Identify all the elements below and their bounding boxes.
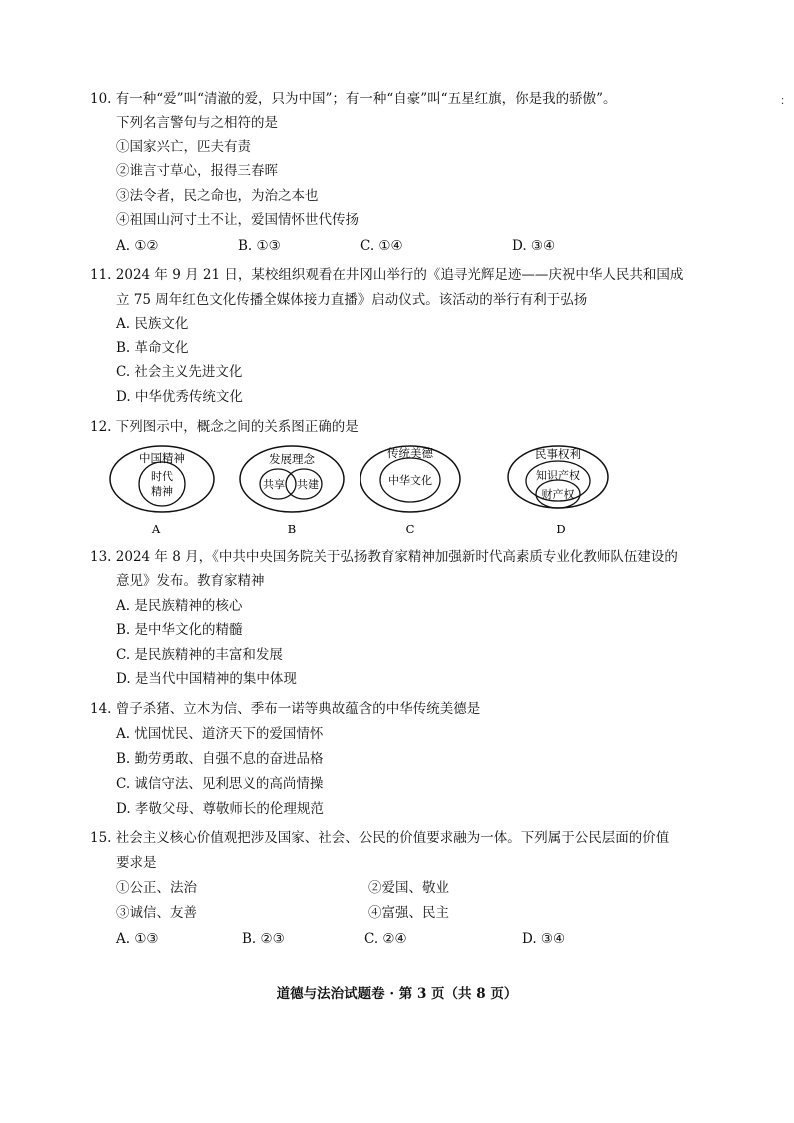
margin-mark: ： bbox=[780, 94, 791, 107]
diagram-d bbox=[504, 444, 614, 540]
q15-item-4: ④富强、民主 bbox=[368, 905, 449, 921]
q11-stem-line1: 11. 2024 年 9 月 21 日，某校组织观看在井冈山举行的《追寻光辉足迹——庆祝中华人民共和国成 bbox=[90, 267, 684, 283]
diagram-b-right-label: 共建 bbox=[297, 478, 319, 491]
q11-option-c[interactable]: C. 社会主义先进文化 bbox=[116, 364, 243, 380]
q10-item-4: ④祖国山河寸土不让，爱国情怀世代传扬 bbox=[116, 212, 359, 228]
q10-stem-line2: 下列名言警句与之相符的是 bbox=[116, 115, 278, 131]
q10-stem-line1: 10. 有一种“爱”叫“清澈的爱，只为中国”；有一种“自豪”叫“五星红旗，你是我的骄傲”。 bbox=[90, 91, 617, 107]
q10-item-1: ①国家兴亡，匹夫有责 bbox=[116, 139, 251, 155]
diagram-a-letter: A bbox=[151, 522, 161, 536]
diagram-c-inner-label: 中华文化 bbox=[388, 474, 432, 487]
q15-item-2: ②爱国、敬业 bbox=[368, 880, 449, 896]
q14-option-a[interactable]: A. 忧国忧民、道济天下的爱国情怀 bbox=[116, 726, 324, 742]
q10-option-d[interactable]: D. ③④ bbox=[512, 238, 556, 254]
diagram-d-outer-label: 民事权利 bbox=[535, 447, 581, 461]
q11-option-a[interactable]: A. 民族文化 bbox=[116, 316, 189, 332]
q10-item-2: ②谁言寸草心，报得三春晖 bbox=[116, 163, 278, 179]
q10-options bbox=[116, 237, 716, 255]
q14-stem: 14. 曾子杀猪、立木为信、季布一诺等典故蕴含的中华传统美德是 bbox=[90, 701, 481, 717]
q13-option-b[interactable]: B. 是中华文化的精髓 bbox=[116, 622, 243, 638]
diagram-a-outer-label: 中国精神 bbox=[139, 451, 185, 465]
diagram-b-outer-label: 发展理念 bbox=[269, 452, 315, 466]
q13-option-c[interactable]: C. 是民族精神的丰富和发展 bbox=[116, 647, 283, 663]
q15-options bbox=[116, 930, 716, 948]
q15-option-c[interactable]: C. ②④ bbox=[364, 931, 407, 947]
diagram-c-outer-label: 传统美德 bbox=[387, 446, 433, 460]
q15-stem-line2: 要求是 bbox=[116, 855, 157, 871]
q15-stem-line1: 15. 社会主义核心价值观把涉及国家、社会、公民的价值要求融为一体。下列属于公民层面的价值 bbox=[90, 830, 670, 846]
diagram-d-inner-label: 财产权 bbox=[541, 488, 575, 501]
q13-option-a[interactable]: A. 是民族精神的核心 bbox=[116, 598, 243, 614]
q10-option-b[interactable]: B. ①③ bbox=[238, 238, 281, 254]
diagram-a-inner-label-2: 精神 bbox=[151, 485, 173, 498]
q14-option-d[interactable]: D. 孝敬父母、尊敬师长的伦理规范 bbox=[116, 801, 324, 817]
q13-stem-line2: 意见》发布。教育家精神 bbox=[116, 573, 265, 589]
diagram-a-inner-circle bbox=[139, 462, 185, 506]
q10-option-c[interactable]: C. ①④ bbox=[360, 238, 403, 254]
q15-option-a[interactable]: A. ①③ bbox=[116, 931, 159, 947]
q12-stem: 12. 下列图示中，概念之间的关系图正确的是 bbox=[90, 419, 359, 435]
q11-option-b[interactable]: B. 革命文化 bbox=[116, 340, 189, 356]
q11-option-d[interactable]: D. 中华优秀传统文化 bbox=[116, 389, 243, 405]
q15-item-1: ①公正、法治 bbox=[116, 880, 197, 896]
q15-option-d[interactable]: D. ③④ bbox=[522, 931, 566, 947]
q15-option-b[interactable]: B. ②③ bbox=[242, 931, 285, 947]
q11-stem-line2: 立 75 周年红色文化传播全媒体接力直播》启动仪式。该活动的举行有利于弘扬 bbox=[116, 292, 588, 308]
q10-option-a[interactable]: A. ①② bbox=[116, 238, 159, 254]
page-footer: 道德与法治试题卷 · 第 3 页（共 8 页） bbox=[276, 986, 518, 1002]
q13-option-d[interactable]: D. 是当代中国精神的集中体现 bbox=[116, 671, 297, 687]
diagram-c bbox=[360, 444, 470, 540]
diagram-d-middle-label: 知识产权 bbox=[536, 469, 580, 482]
q14-option-c[interactable]: C. 诚信守法、见利思义的高尚情操 bbox=[116, 776, 324, 792]
diagram-b-left-label: 共享 bbox=[263, 478, 285, 491]
diagram-c-letter: C bbox=[405, 522, 415, 536]
q14-option-b[interactable]: B. 勤劳勇敢、自强不息的奋进品格 bbox=[116, 751, 324, 767]
q15-item-3: ③诚信、友善 bbox=[116, 905, 197, 921]
q10-item-3: ③法令者，民之命也，为治之本也 bbox=[116, 188, 319, 204]
diagram-b-letter: B bbox=[287, 522, 297, 536]
q13-stem-line1: 13. 2024 年 8 月，《中共中央国务院关于弘扬教育家精神加强新时代高素质专业化教师队伍建设的 bbox=[90, 549, 678, 565]
diagram-a-inner-label-1: 时代 bbox=[151, 470, 173, 483]
diagram-d-letter: D bbox=[556, 522, 566, 536]
diagram-a bbox=[108, 444, 218, 540]
diagram-b bbox=[238, 444, 348, 540]
